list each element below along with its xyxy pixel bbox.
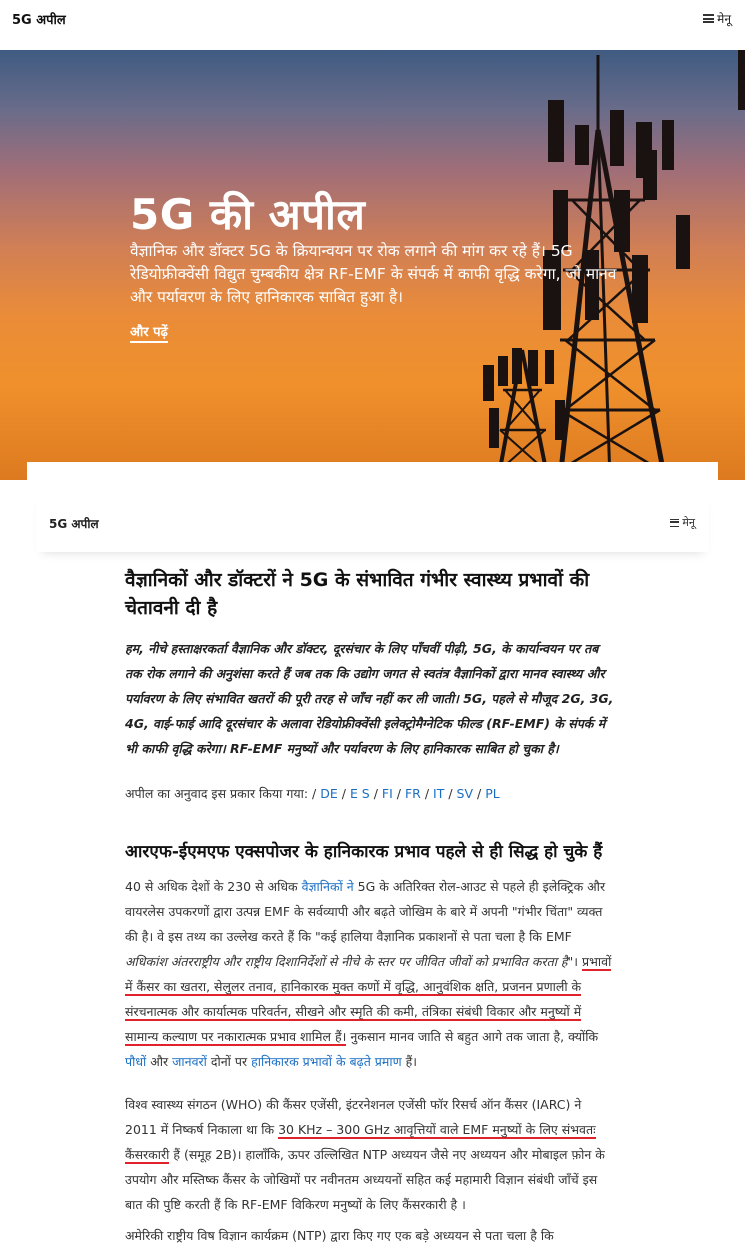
text-span: । bbox=[573, 954, 583, 969]
translations-line: अपील का अनुवाद इस प्रकार किया गया: / DE / E S / FI / FR / IT / SV / PL bbox=[125, 786, 500, 801]
text-span: के लिए संभवतः bbox=[521, 1122, 596, 1137]
hero-banner bbox=[0, 50, 745, 480]
confirm-carcinogenic-link[interactable]: इस बात की पुष्टि करती हैं कि RF-EMF विकिरण मनुष्यों के लिए कैंसरकारी है bbox=[125, 1172, 598, 1212]
text-span: नुकसान मानव जाति से बहुत आगे तक जाता है, क्योंकि bbox=[346, 1029, 599, 1044]
section-heading: आरएफ-ईएमएफ एक्सपोजर के हानिकारक प्रभाव पहले से ही सिद्ध हो चुके हैं bbox=[125, 842, 603, 862]
text-span: दोनों पर bbox=[206, 1054, 252, 1069]
translation-link-sv[interactable]: SV bbox=[456, 786, 474, 801]
hero-title: 5G की अपील bbox=[130, 190, 366, 239]
article-intro: हम, नीचे हस्ताक्षरकर्ता वैज्ञानिक और डॉक्टर, दूरसंचार के लिए पाँचवीं पीढ़ी, 5G, के कार्यान्वयन पर तब तक रोक लगाने की अनुशंसा करते हैं जब तक कि उद्योग जगत से स्वतंत्र वैज्ञानिकों द्वारा मानव स्वास्थ्य और पर्यावरण के लिए संभावित खतरों की पूरी तरह से जाँच नहीं कर ली जाती। 5G, पहले से मौजूद 2G, 3G, 4G, वाई-फाई आदि दूरसंचार के अलावा रेडियोफ्रीक्वेंसी इलेक्ट्रोमैग्नेटिक फील्ड (RF-EMF) के संपर्क में भी काफी वृद्धि करेगा। RF-EMF मनुष्यों और पर्यावरण के लिए हानिकारक साबित हो चुका है। bbox=[125, 641, 614, 756]
read-more-link[interactable]: और पढ़ें bbox=[130, 322, 168, 343]
scientists-link[interactable]: वैज्ञानिकों ने bbox=[301, 879, 354, 894]
text-span: और bbox=[146, 1054, 173, 1069]
translation-link-de[interactable]: DE bbox=[320, 786, 338, 801]
translation-link-it[interactable]: IT bbox=[433, 786, 445, 801]
menu-label: मेनू bbox=[717, 12, 731, 26]
paragraph-effects bbox=[125, 874, 617, 1074]
text-span: हैं (समूह 2B)। हालाँकि, ऊपर उल्लिखित NTP अध्ययन जैसे नए अध्ययन और मोबाइल फ़ोन के उपयोग और मस्तिष्क कैंसर के जोखिमों पर नवीनतम अध्ययनों सहित कई महामारी विज्ञान संबंधी जाँचें bbox=[125, 1147, 605, 1187]
article-title: वैज्ञानिकों और डॉक्टरों ने 5G के संभावित गंभीर स्वास्थ्य प्रभावों की चेतावनी दी है bbox=[125, 569, 590, 619]
text-span: हैं। bbox=[401, 1054, 418, 1069]
underlined-frequency: 30 KHz – 300 GHz आवृत्तियों वाले EMF bbox=[278, 1122, 493, 1137]
quote-italic: अधिकांश अंतरराष्ट्रीय और राष्ट्रीय दिशानिर्देशों से नीचे के स्तर पर जीवित जीवों को प्रभावित करता है" bbox=[125, 954, 574, 969]
carcinogenic-link[interactable]: कैंसरकारी bbox=[125, 1147, 170, 1162]
harmful-effects-evidence-link[interactable]: हानिकारक प्रभावों के बढ़ते प्रमाण bbox=[251, 1054, 402, 1069]
translation-link-es[interactable]: E S bbox=[349, 786, 370, 801]
hamburger-icon bbox=[670, 519, 679, 527]
humans-link[interactable]: मनुष्यों bbox=[492, 1122, 522, 1137]
animals-link[interactable]: जानवरों bbox=[172, 1054, 207, 1069]
translation-link-fr[interactable]: FR bbox=[404, 786, 421, 801]
hamburger-icon bbox=[703, 14, 714, 23]
content-panel bbox=[27, 462, 718, 1243]
translations-label: अपील का अनुवाद इस प्रकार किया गया: / bbox=[125, 786, 317, 801]
text-span: । bbox=[457, 1197, 466, 1212]
translation-link-pl[interactable]: PL bbox=[485, 786, 500, 801]
inner-navbar bbox=[36, 492, 709, 552]
paragraph-cutoff: अमेरिकी राष्ट्रीय विष विज्ञान कार्यक्रम (NTP) द्वारा किए गए एक बड़े अध्ययन से पता चला है कि bbox=[125, 1228, 554, 1243]
paragraph-iarc bbox=[125, 1092, 617, 1217]
menu-button[interactable] bbox=[703, 10, 731, 27]
inner-menu-label: मेनू bbox=[682, 516, 695, 529]
article-body bbox=[125, 566, 617, 1243]
top-navbar bbox=[0, 0, 745, 50]
translation-link-fi[interactable]: FI bbox=[381, 786, 393, 801]
hero-description: वैज्ञानिक और डॉक्टर 5G के क्रियान्वयन पर रोक लगाने की मांग कर रहे हैं। 5G रेडियोफ्रीक्वेंसी विद्युत चुम्बकीय क्षेत्र RF-EMF के संपर्क में काफी वृद्धि करेगा, जो मानव और पर्यावरण के लिए हानिकारक साबित हुआ है। bbox=[130, 242, 617, 306]
text-span: विश्व स्वास्थ्य संगठन (WHO) की कैंसर एजेंसी, इंटरनेशनल एजेंसी फॉर रिसर्च ऑन कैंसर (IARC) ने 2011 में निष्कर्ष निकाला था कि bbox=[125, 1097, 582, 1137]
inner-site-brand[interactable]: 5G अपील bbox=[49, 517, 99, 531]
inner-menu-button[interactable] bbox=[670, 515, 695, 530]
underlined-effects-list: प्रभावों में कैंसर का खतरा, सेलुलर तनाव, हानिकारक मुक्त कणों में वृद्धि, आनुवंशिक क्षति, प्रजनन प्रणाली के संरचनात्मक और कार्यात्मक परिवर्तन, सीखने और स्मृति की कमी, तंत्रिका संबंधी विकार और मनुष्यों में सामान्य कल्याण पर नकारात्मक प्रभाव शामिल हैं। bbox=[125, 954, 612, 1044]
text-span: 40 से अधिक देशों के 230 से अधिक bbox=[125, 879, 302, 894]
text-span: 5G के अतिरिक्त रोल-आउट से पहले ही इलेक्ट्रिक और वायरलेस उपकरणों द्वारा उत्पन्न EMF के सर्वव्यापी और बढ़ते जोखिम के बारे में अपनी "गंभीर चिंता" व्यक्त की है। वे इस तथ्य का उल्लेख करते हैं कि "कई हालिया वैज्ञानिक प्रकाशनों से पता चला है कि EMF bbox=[125, 879, 606, 944]
plants-link[interactable]: पौधों bbox=[125, 1054, 147, 1069]
site-brand[interactable]: 5G अपील bbox=[12, 13, 66, 28]
